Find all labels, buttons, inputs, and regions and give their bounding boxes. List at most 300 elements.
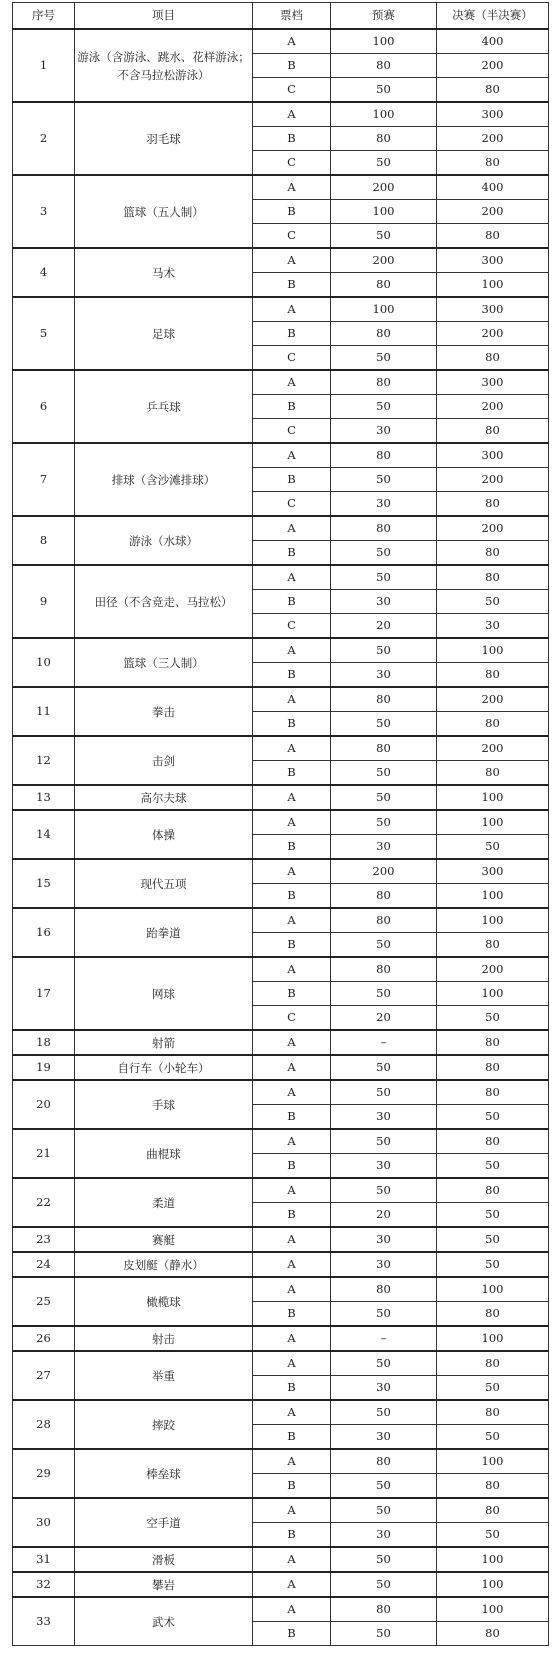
event-name: 网球	[75, 957, 253, 1030]
ticket-tier: A	[253, 565, 331, 590]
ticket-tier: C	[253, 151, 331, 176]
final-price: 100	[437, 273, 549, 298]
ticket-tier: A	[253, 443, 331, 468]
event-name: 橄榄球	[75, 1277, 253, 1326]
ticket-tier: A	[253, 1055, 331, 1080]
preliminary-price: 100	[331, 297, 437, 322]
preliminary-price: 80	[331, 443, 437, 468]
event-group	[13, 248, 549, 297]
final-price: 50	[437, 590, 549, 614]
event-group	[13, 1277, 549, 1326]
event-number: 15	[13, 859, 75, 908]
header-event: 项目	[75, 3, 253, 30]
event-group	[13, 1227, 549, 1252]
table-row	[13, 1030, 549, 1055]
event-number: 21	[13, 1129, 75, 1178]
event-name: 棒垒球	[75, 1449, 253, 1498]
preliminary-price: 50	[331, 1351, 437, 1376]
preliminary-price: 80	[331, 273, 437, 298]
final-price: 80	[437, 1622, 549, 1646]
ticket-tier: A	[253, 908, 331, 933]
ticket-tier: B	[253, 590, 331, 614]
event-group	[13, 957, 549, 1030]
ticket-tier: A	[253, 1227, 331, 1252]
event-name: 攀岩	[75, 1572, 253, 1597]
event-name: 跆拳道	[75, 908, 253, 957]
preliminary-price: 20	[331, 1006, 437, 1031]
final-price: 80	[437, 1178, 549, 1203]
final-price: 50	[437, 1425, 549, 1450]
ticket-tier: A	[253, 736, 331, 761]
preliminary-price: 80	[331, 957, 437, 982]
preliminary-price: 50	[331, 1178, 437, 1203]
event-name: 柔道	[75, 1178, 253, 1227]
table-row	[13, 370, 549, 395]
preliminary-price: 80	[331, 1449, 437, 1474]
final-price: 300	[437, 443, 549, 468]
table-row	[13, 908, 549, 933]
ticket-tier: B	[253, 1302, 331, 1327]
final-price: 100	[437, 1277, 549, 1302]
preliminary-price: 80	[331, 516, 437, 541]
preliminary-price: 50	[331, 468, 437, 492]
header-number: 序号	[13, 3, 75, 30]
table-row	[13, 516, 549, 541]
ticket-tier: B	[253, 1425, 331, 1450]
event-number: 12	[13, 736, 75, 785]
event-number: 22	[13, 1178, 75, 1227]
final-price: 80	[437, 224, 549, 249]
header-final-price: 决赛（半决赛）	[437, 3, 549, 30]
final-price: 80	[437, 1030, 549, 1055]
ticket-tier: B	[253, 982, 331, 1006]
ticket-tier: B	[253, 541, 331, 566]
ticket-tier: A	[253, 1400, 331, 1425]
event-number: 32	[13, 1572, 75, 1597]
event-name: 皮划艇（静水）	[75, 1252, 253, 1277]
event-number: 3	[13, 175, 75, 248]
final-price: 80	[437, 761, 549, 786]
preliminary-price: 50	[331, 1080, 437, 1105]
table-row	[13, 1547, 549, 1572]
final-price: 50	[437, 1105, 549, 1130]
event-name: 自行车（小轮车）	[75, 1055, 253, 1080]
preliminary-price: 20	[331, 1203, 437, 1228]
preliminary-price: 50	[331, 638, 437, 663]
event-name: 赛艇	[75, 1227, 253, 1252]
table-row	[13, 785, 549, 810]
event-number: 20	[13, 1080, 75, 1129]
preliminary-price: 50	[331, 712, 437, 737]
event-name: 田径（不含竞走、马拉松）	[75, 565, 253, 638]
preliminary-price: 50	[331, 933, 437, 958]
ticket-tier: A	[253, 1277, 331, 1302]
event-group	[13, 1252, 549, 1277]
event-number: 7	[13, 443, 75, 516]
final-price: 80	[437, 1351, 549, 1376]
event-group	[13, 175, 549, 248]
ticket-tier: A	[253, 1351, 331, 1376]
ticket-tier: A	[253, 1080, 331, 1105]
final-price: 80	[437, 565, 549, 590]
final-price: 300	[437, 297, 549, 322]
preliminary-price: 50	[331, 541, 437, 566]
table-row	[13, 565, 549, 590]
ticket-tier: B	[253, 1622, 331, 1646]
preliminary-price: 30	[331, 419, 437, 444]
table-row	[13, 1129, 549, 1154]
final-price: 80	[437, 1400, 549, 1425]
ticket-tier: B	[253, 273, 331, 298]
final-price: 80	[437, 1474, 549, 1499]
event-group	[13, 1547, 549, 1572]
final-price: 80	[437, 541, 549, 566]
preliminary-price: –	[331, 1030, 437, 1055]
preliminary-price: 50	[331, 346, 437, 371]
event-number: 25	[13, 1277, 75, 1326]
final-price: 100	[437, 1547, 549, 1572]
final-price: 300	[437, 859, 549, 884]
event-number: 9	[13, 565, 75, 638]
event-number: 5	[13, 297, 75, 370]
table-row	[13, 297, 549, 322]
preliminary-price: 80	[331, 687, 437, 712]
preliminary-price: 50	[331, 1400, 437, 1425]
preliminary-price: 200	[331, 175, 437, 200]
preliminary-price: 50	[331, 1302, 437, 1327]
final-price: 80	[437, 78, 549, 103]
event-number: 2	[13, 102, 75, 175]
final-price: 100	[437, 1597, 549, 1622]
event-number: 13	[13, 785, 75, 810]
table-row	[13, 1252, 549, 1277]
table-row	[13, 1498, 549, 1523]
final-price: 80	[437, 1129, 549, 1154]
event-name: 游泳（含游泳、跳水、花样游泳；不含马拉松游泳）	[75, 29, 253, 102]
event-name: 高尔夫球	[75, 785, 253, 810]
table-row	[13, 29, 549, 54]
preliminary-price: 50	[331, 1474, 437, 1499]
event-name: 排球（含沙滩排球）	[75, 443, 253, 516]
event-group	[13, 1597, 549, 1646]
table-row	[13, 1178, 549, 1203]
ticket-tier: A	[253, 102, 331, 127]
event-number: 16	[13, 908, 75, 957]
preliminary-price: 80	[331, 54, 437, 78]
preliminary-price: –	[331, 1326, 437, 1351]
event-number: 4	[13, 248, 75, 297]
event-name: 手球	[75, 1080, 253, 1129]
final-price: 50	[437, 1203, 549, 1228]
event-group	[13, 443, 549, 516]
preliminary-price: 50	[331, 1622, 437, 1646]
preliminary-price: 80	[331, 736, 437, 761]
ticket-tier: C	[253, 419, 331, 444]
final-price: 50	[437, 1523, 549, 1548]
ticket-tier: B	[253, 1523, 331, 1548]
table-row	[13, 638, 549, 663]
event-name: 篮球（五人制）	[75, 175, 253, 248]
table-row	[13, 810, 549, 835]
final-price: 200	[437, 200, 549, 224]
preliminary-price: 30	[331, 1425, 437, 1450]
ticket-tier: A	[253, 859, 331, 884]
event-name: 曲棍球	[75, 1129, 253, 1178]
final-price: 100	[437, 1572, 549, 1597]
final-price: 80	[437, 1055, 549, 1080]
ticket-tier: B	[253, 1203, 331, 1228]
final-price: 50	[437, 1252, 549, 1277]
event-group	[13, 687, 549, 736]
event-number: 29	[13, 1449, 75, 1498]
final-price: 400	[437, 175, 549, 200]
final-price: 100	[437, 785, 549, 810]
event-name: 滑板	[75, 1547, 253, 1572]
table-row	[13, 1597, 549, 1622]
preliminary-price: 30	[331, 835, 437, 860]
preliminary-price: 30	[331, 590, 437, 614]
final-price: 50	[437, 835, 549, 860]
ticket-tier: A	[253, 638, 331, 663]
event-group	[13, 1572, 549, 1597]
final-price: 200	[437, 395, 549, 419]
ticket-tier: A	[253, 687, 331, 712]
final-price: 80	[437, 419, 549, 444]
preliminary-price: 30	[331, 1105, 437, 1130]
preliminary-price: 200	[331, 859, 437, 884]
ticket-tier: C	[253, 346, 331, 371]
preliminary-price: 50	[331, 1055, 437, 1080]
event-name: 体操	[75, 810, 253, 859]
final-price: 100	[437, 638, 549, 663]
event-group	[13, 1351, 549, 1400]
ticket-tier: B	[253, 1105, 331, 1130]
table-row	[13, 1080, 549, 1105]
ticket-tier: C	[253, 224, 331, 249]
event-name: 游泳（水球）	[75, 516, 253, 565]
ticket-tier: B	[253, 395, 331, 419]
preliminary-price: 50	[331, 982, 437, 1006]
event-number: 8	[13, 516, 75, 565]
preliminary-price: 50	[331, 1129, 437, 1154]
preliminary-price: 80	[331, 1277, 437, 1302]
final-price: 80	[437, 1498, 549, 1523]
event-group	[13, 1129, 549, 1178]
table-row	[13, 1326, 549, 1351]
event-number: 27	[13, 1351, 75, 1400]
table-row	[13, 443, 549, 468]
event-group	[13, 297, 549, 370]
event-name: 羽毛球	[75, 102, 253, 175]
ticket-tier: A	[253, 175, 331, 200]
header-preliminary-price: 预赛	[331, 3, 437, 30]
event-group	[13, 1449, 549, 1498]
final-price: 200	[437, 687, 549, 712]
ticket-tier: A	[253, 1449, 331, 1474]
ticket-tier: B	[253, 1376, 331, 1401]
event-group	[13, 370, 549, 443]
event-group	[13, 1326, 549, 1351]
event-name: 举重	[75, 1351, 253, 1400]
event-name: 拳击	[75, 687, 253, 736]
final-price: 100	[437, 1326, 549, 1351]
event-number: 18	[13, 1030, 75, 1055]
preliminary-price: 30	[331, 663, 437, 688]
preliminary-price: 80	[331, 1597, 437, 1622]
final-price: 100	[437, 884, 549, 909]
preliminary-price: 100	[331, 29, 437, 54]
event-name: 射箭	[75, 1030, 253, 1055]
event-number: 23	[13, 1227, 75, 1252]
event-group	[13, 1080, 549, 1129]
table-row	[13, 1277, 549, 1302]
ticket-tier: A	[253, 29, 331, 54]
preliminary-price: 50	[331, 78, 437, 103]
event-group	[13, 1030, 549, 1055]
final-price: 200	[437, 736, 549, 761]
final-price: 30	[437, 614, 549, 639]
final-price: 300	[437, 248, 549, 273]
preliminary-price: 50	[331, 1572, 437, 1597]
final-price: 200	[437, 468, 549, 492]
event-number: 28	[13, 1400, 75, 1449]
final-price: 80	[437, 1302, 549, 1327]
event-number: 19	[13, 1055, 75, 1080]
event-group	[13, 638, 549, 687]
ticket-tier: C	[253, 614, 331, 639]
ticket-tier: A	[253, 1498, 331, 1523]
ticket-tier: A	[253, 370, 331, 395]
table-row	[13, 248, 549, 273]
table-row	[13, 1055, 549, 1080]
preliminary-price: 200	[331, 248, 437, 273]
event-group	[13, 1055, 549, 1080]
final-price: 50	[437, 1376, 549, 1401]
ticket-tier: B	[253, 663, 331, 688]
event-group	[13, 29, 549, 102]
final-price: 200	[437, 54, 549, 78]
event-number: 11	[13, 687, 75, 736]
final-price: 100	[437, 1449, 549, 1474]
ticket-tier: B	[253, 835, 331, 860]
preliminary-price: 50	[331, 1547, 437, 1572]
ticket-tier: A	[253, 1547, 331, 1572]
event-group	[13, 785, 549, 810]
preliminary-price: 30	[331, 1227, 437, 1252]
event-number: 26	[13, 1326, 75, 1351]
event-number: 33	[13, 1597, 75, 1646]
final-price: 80	[437, 346, 549, 371]
table-row	[13, 859, 549, 884]
final-price: 200	[437, 957, 549, 982]
ticket-tier: B	[253, 1154, 331, 1179]
preliminary-price: 100	[331, 102, 437, 127]
event-name: 射击	[75, 1326, 253, 1351]
ticket-tier: A	[253, 810, 331, 835]
event-group	[13, 1498, 549, 1547]
event-group	[13, 102, 549, 175]
event-number: 24	[13, 1252, 75, 1277]
ticket-tier: B	[253, 200, 331, 224]
ticket-tier: A	[253, 957, 331, 982]
preliminary-price: 50	[331, 761, 437, 786]
final-price: 80	[437, 1080, 549, 1105]
event-group	[13, 1400, 549, 1449]
ticket-tier: B	[253, 761, 331, 786]
final-price: 80	[437, 151, 549, 176]
table-row	[13, 1449, 549, 1474]
event-number: 6	[13, 370, 75, 443]
event-group	[13, 516, 549, 565]
table-row	[13, 1572, 549, 1597]
event-group	[13, 859, 549, 908]
preliminary-price: 50	[331, 224, 437, 249]
final-price: 80	[437, 712, 549, 737]
event-group	[13, 565, 549, 638]
ticket-tier: B	[253, 1474, 331, 1499]
ticket-tier: A	[253, 248, 331, 273]
event-name: 武术	[75, 1597, 253, 1646]
preliminary-price: 50	[331, 1498, 437, 1523]
final-price: 100	[437, 982, 549, 1006]
final-price: 50	[437, 1006, 549, 1031]
event-number: 14	[13, 810, 75, 859]
table-row	[13, 687, 549, 712]
table-row	[13, 736, 549, 761]
final-price: 300	[437, 102, 549, 127]
table-row	[13, 1351, 549, 1376]
ticket-tier: C	[253, 78, 331, 103]
preliminary-price: 80	[331, 370, 437, 395]
preliminary-price: 80	[331, 908, 437, 933]
event-name: 击剑	[75, 736, 253, 785]
preliminary-price: 30	[331, 1154, 437, 1179]
preliminary-price: 50	[331, 151, 437, 176]
event-name: 现代五项	[75, 859, 253, 908]
preliminary-price: 100	[331, 200, 437, 224]
final-price: 50	[437, 1227, 549, 1252]
final-price: 80	[437, 663, 549, 688]
event-group	[13, 908, 549, 957]
event-group	[13, 1178, 549, 1227]
final-price: 300	[437, 370, 549, 395]
event-name: 马术	[75, 248, 253, 297]
final-price: 200	[437, 322, 549, 346]
event-name: 摔跤	[75, 1400, 253, 1449]
ticket-tier: A	[253, 516, 331, 541]
ticket-tier: B	[253, 884, 331, 909]
preliminary-price: 80	[331, 127, 437, 151]
ticket-tier: A	[253, 1178, 331, 1203]
ticket-tier: C	[253, 492, 331, 517]
final-price: 100	[437, 810, 549, 835]
final-price: 100	[437, 908, 549, 933]
event-group	[13, 810, 549, 859]
event-name: 空手道	[75, 1498, 253, 1547]
table-row	[13, 957, 549, 982]
table-row	[13, 1227, 549, 1252]
preliminary-price: 50	[331, 565, 437, 590]
table-row	[13, 102, 549, 127]
preliminary-price: 30	[331, 1523, 437, 1548]
preliminary-price: 30	[331, 492, 437, 517]
event-number: 10	[13, 638, 75, 687]
header-row	[13, 3, 549, 30]
preliminary-price: 50	[331, 785, 437, 810]
ticket-tier: B	[253, 54, 331, 78]
table-row	[13, 175, 549, 200]
ticket-tier: A	[253, 1129, 331, 1154]
